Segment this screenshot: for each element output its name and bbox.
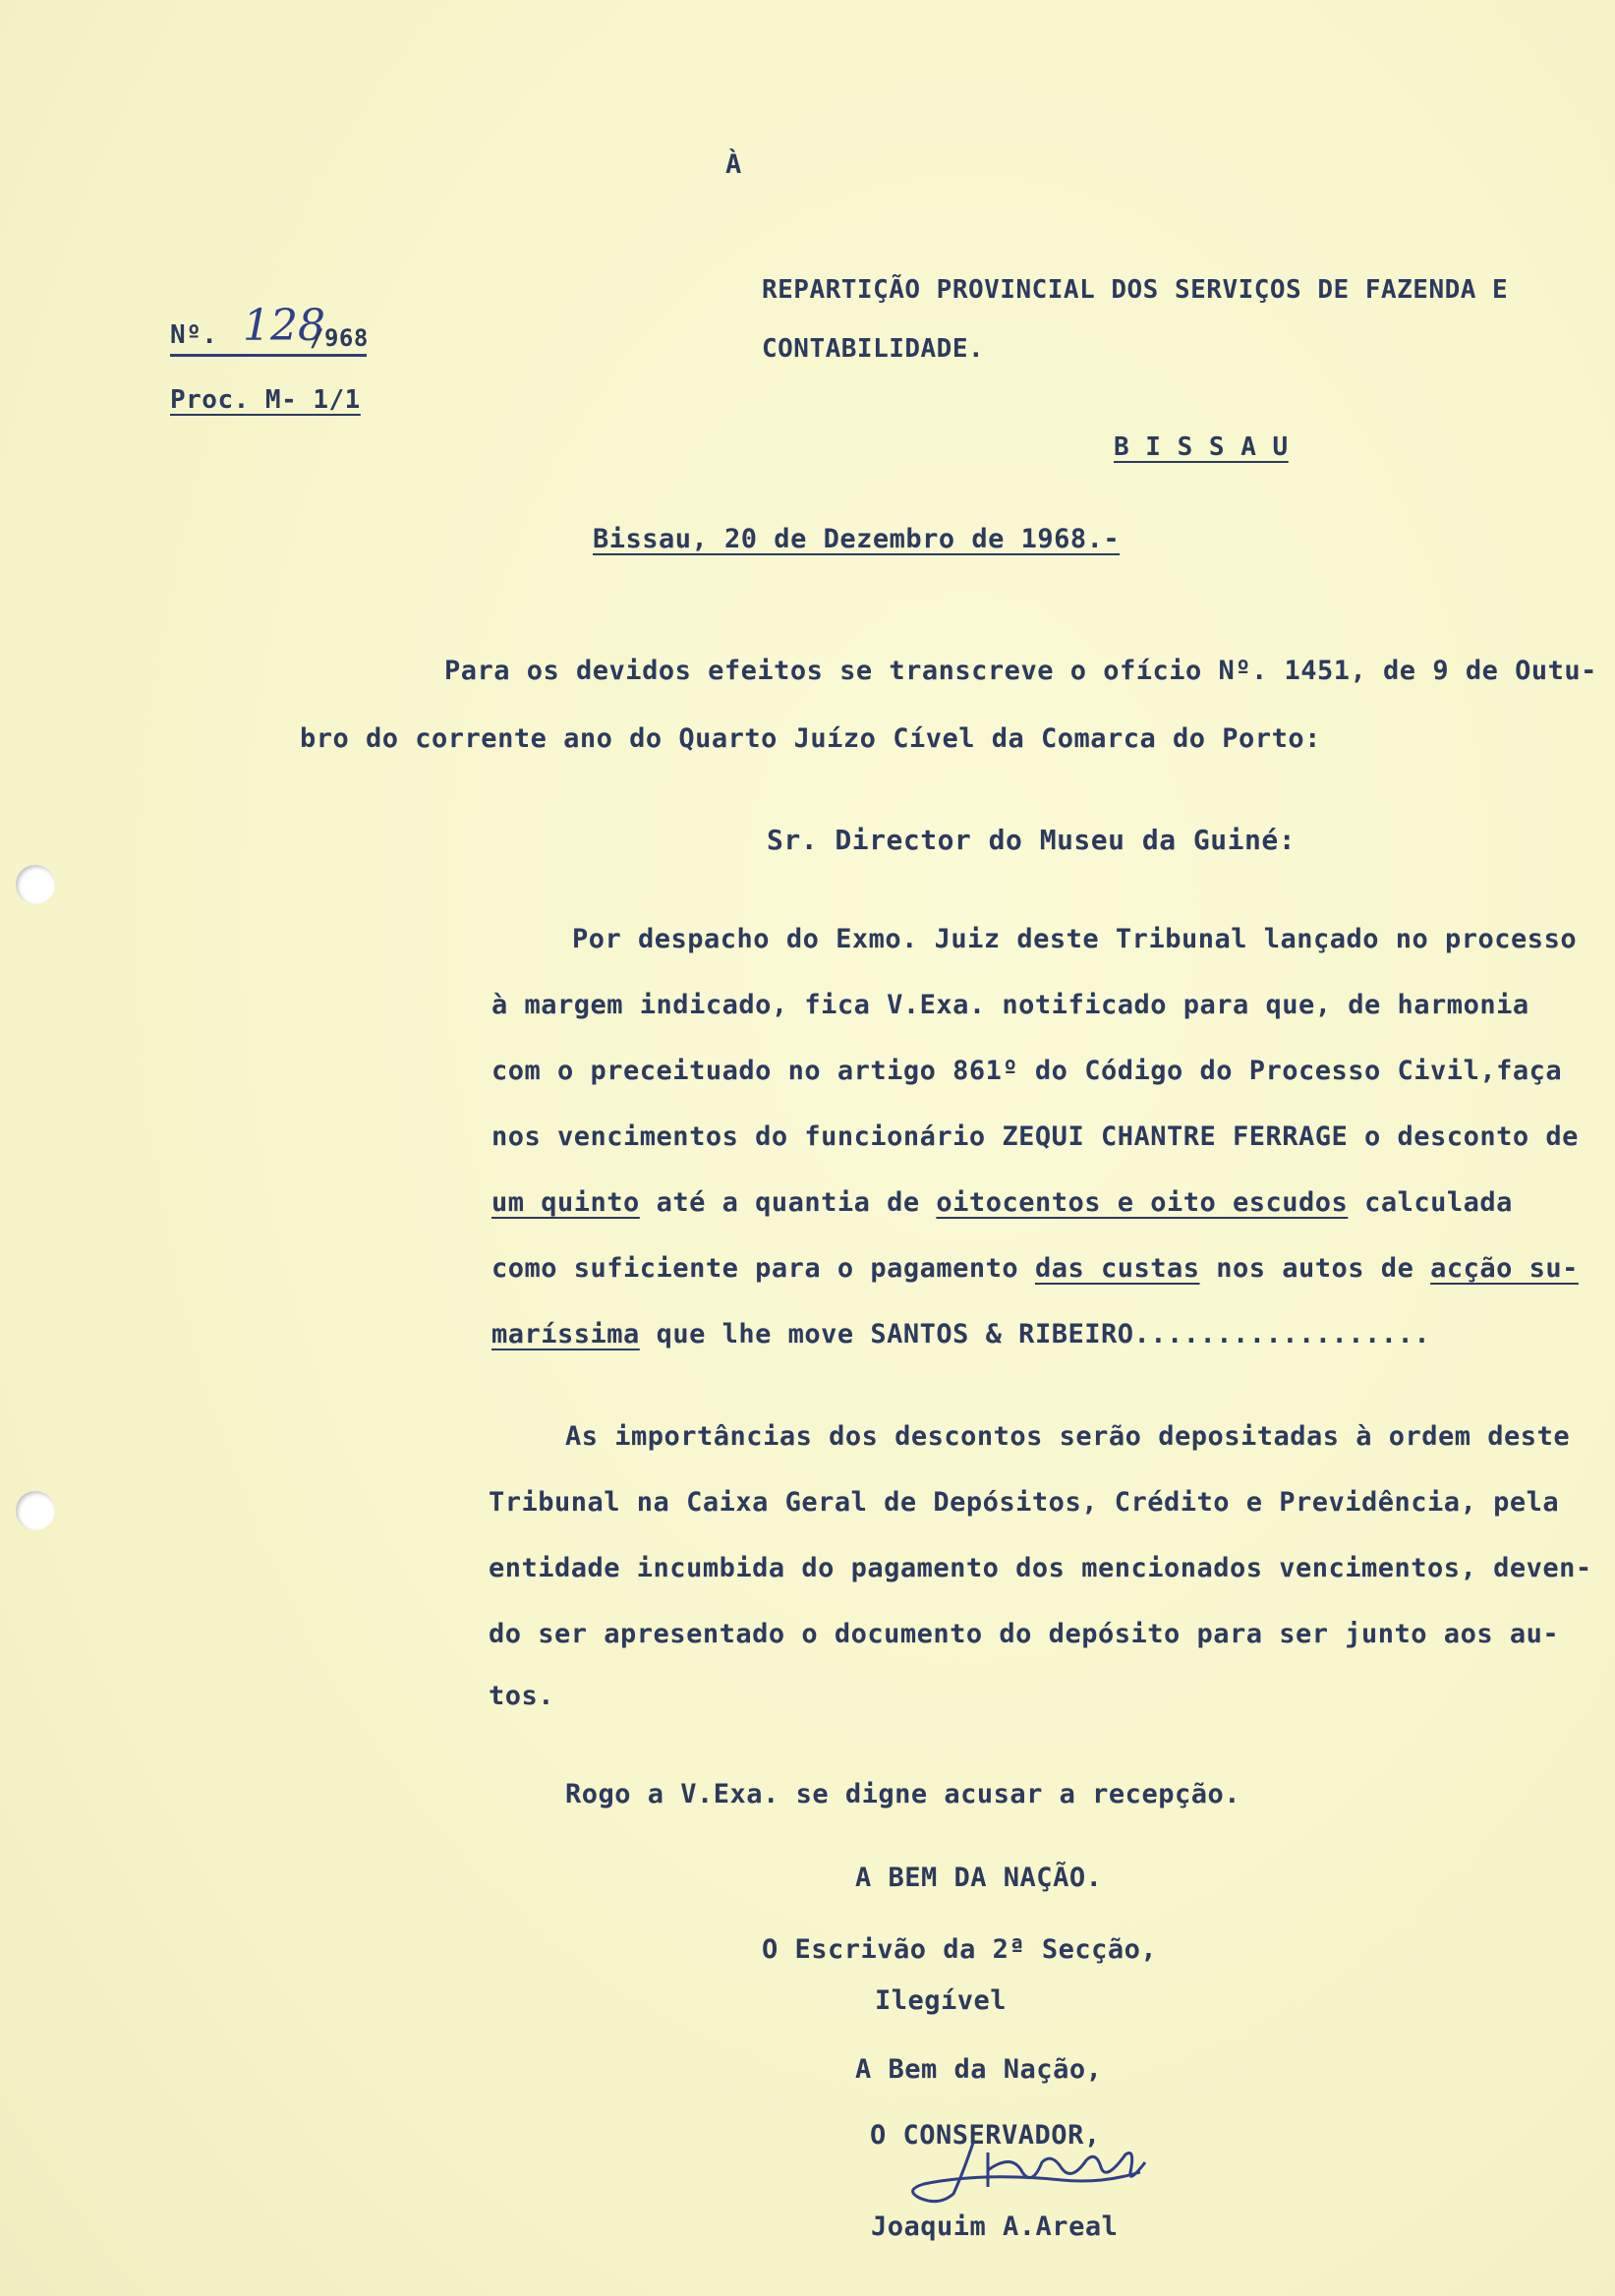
paragraph-2-line-3: entidade incumbida do pagamento dos mencionados vencimentos, deven-: [489, 1553, 1592, 1583]
closing-escrivao: O Escrivão da 2ª Secção,: [762, 1934, 1158, 1965]
underlined-marissima: maríssima: [491, 1319, 640, 1349]
underlined-accao-su: acção su-: [1430, 1253, 1579, 1284]
text-como-suficiente: como suficiente para o pagamento: [491, 1253, 1035, 1284]
paragraph-2-line-1: As importâncias dos descontos serão depositadas à ordem deste: [565, 1421, 1571, 1452]
underlined-das-custas: das custas: [1034, 1253, 1200, 1284]
request-line: Rogo a V.Exa. se digne acusar a recepção.: [565, 1779, 1240, 1809]
addressee-city: B I S S A U: [1114, 432, 1289, 462]
paragraph-1-line-6: [491, 1253, 1579, 1284]
addressee-prefix: À: [725, 149, 742, 180]
paragraph-1-line-3: com o preceituado no artigo 861º do Código do Processo Civil,faça: [491, 1056, 1563, 1086]
intro-line-1: Para os devidos efeitos se transcreve o ofício Nº. 1451, de 9 de Outu-: [444, 656, 1597, 686]
paragraph-1-line-2: à margem indicado, fica V.Exa. notificado para que, de harmonia: [491, 990, 1529, 1020]
paragraph-2-line-2: Tribunal na Caixa Geral de Depósitos, Crédito e Previdência, pela: [489, 1487, 1560, 1518]
paragraph-2-line-5: tos.: [489, 1681, 555, 1711]
paragraph-1-line-5: [491, 1187, 1513, 1218]
punch-hole-bottom: [16, 1491, 55, 1530]
paragraph-1-line-4: nos vencimentos do funcionário ZEQUI CHANTRE FERRAGE o desconto de: [491, 1121, 1579, 1152]
reference-number-year: /968: [310, 324, 369, 352]
salutation: Sr. Director do Museu da Guiné:: [767, 824, 1297, 856]
text-que-lhe-move: que lhe move SANTOS & RIBEIRO..................: [639, 1319, 1431, 1349]
reference-proc: Proc. M- 1/1: [170, 385, 361, 415]
text-nos-autos: nos autos de: [1199, 1253, 1431, 1284]
text-ate-quantia: até a quantia de: [639, 1187, 937, 1218]
underlined-oitocentos: oitocentos e oito escudos: [936, 1187, 1349, 1218]
paragraph-1-line-1: Por despacho do Exmo. Juiz deste Tribunal lançado no processo: [572, 924, 1578, 954]
addressee-line-2: CONTABILIDADE.: [762, 334, 985, 364]
signature-icon: [894, 2133, 1170, 2221]
closing-a-bem-da-nacao: A Bem da Nação,: [855, 2054, 1103, 2085]
underlined-um-quinto: um quinto: [491, 1187, 640, 1218]
closing-conservador: O CONSERVADOR,: [870, 2120, 1101, 2151]
text-calculada: calculada: [1348, 1187, 1513, 1218]
document-date: Bissau, 20 de Dezembro de 1968.-: [593, 524, 1121, 554]
closing-a-bem-da-nacao-upper: A BEM DA NAÇÃO.: [855, 1863, 1103, 1893]
closing-ilegivel: Ilegível: [875, 1985, 1008, 2016]
paragraph-2-line-4: do ser apresentado o documento do depósito para ser junto aos au-: [489, 1619, 1560, 1649]
paragraph-1-line-7: [491, 1319, 1430, 1349]
intro-line-2: bro do corrente ano do Quarto Juízo Cível da Comarca do Porto:: [300, 723, 1321, 754]
reference-number-label: Nº.: [170, 320, 218, 350]
reference-number-underline: [170, 354, 367, 357]
reference-number-handwritten: 128: [243, 301, 325, 351]
punch-hole-top: [16, 865, 55, 904]
addressee-line-1: REPARTIÇÃO PROVINCIAL DOS SERVIÇOS DE FAZENDA E: [762, 275, 1509, 305]
signatory-name: Joaquim A.Areal: [871, 2211, 1119, 2242]
